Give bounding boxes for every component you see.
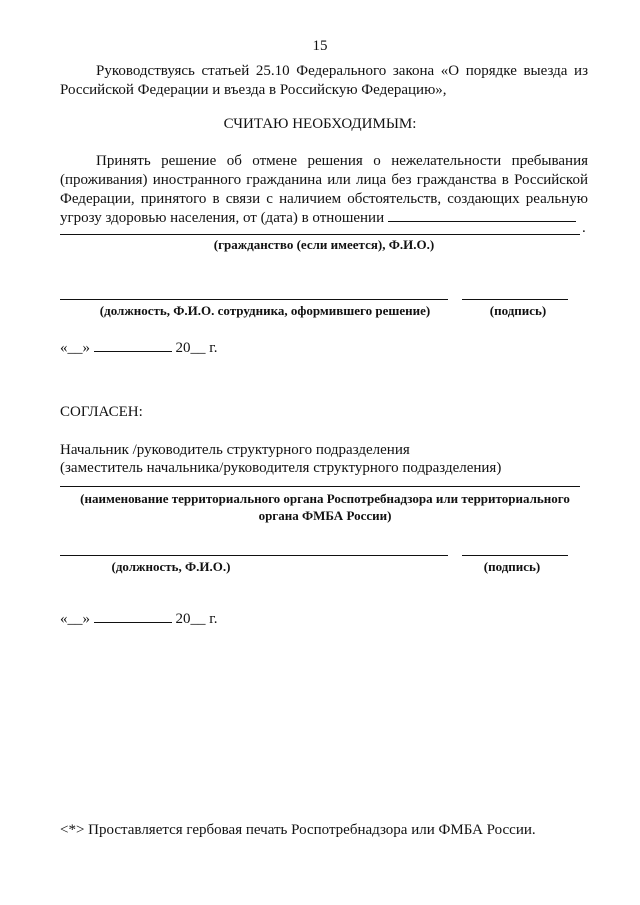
date-suffix-1: г. [209, 340, 218, 356]
territorial-body-line[interactable] [60, 486, 580, 487]
date-day-1[interactable]: «__» [60, 340, 90, 356]
head-title-line-1: Начальник /руководитель структурного подразделения [60, 442, 410, 458]
decision-paragraph [60, 152, 588, 228]
decision-end-mark: . [582, 220, 586, 236]
citizenship-caption: (гражданство (если имеется), Ф.И.О.) [213, 237, 435, 252]
date-suffix-2: г. [209, 611, 218, 627]
date-month-1[interactable] [94, 338, 172, 352]
page-number: 15 [312, 38, 328, 54]
date-year-2[interactable]: 20__ [175, 611, 206, 627]
head-title-line-2: (заместитель начальника/руководителя структурного подразделения) [60, 460, 502, 476]
date-year-1[interactable]: 20__ [175, 340, 206, 356]
agreed-label: СОГЛАСЕН: [60, 404, 143, 420]
territorial-body-caption: (наименование территориального органа Роспотребнадзора или территориального органа ФМБА России) [80, 491, 570, 523]
section-heading: СЧИТАЮ НЕОБХОДИМЫМ: [223, 116, 417, 132]
officer-signature-line[interactable] [462, 299, 568, 300]
approver-position-line[interactable] [60, 555, 448, 556]
officer-position-caption: (должность, Ф.И.О. сотрудника, оформившего решение) [99, 303, 431, 318]
intro-paragraph: Руководствуясь статьей 25.10 Федерального закона «О порядке выезда из Российской Федерации и въезда в Российскую Федерацию», [60, 63, 588, 98]
approver-signature-line[interactable] [462, 555, 568, 556]
date-row-1 [60, 338, 217, 357]
citizenship-name-line[interactable] [60, 234, 580, 235]
footnote: <*> Проставляется гербовая печать Роспотребнадзора или ФМБА России. [60, 822, 536, 838]
decision-paragraph-text: Принять решение об отмене решения о нежелательности пребывания (проживания) иностранного гражданина или лица без гражданства в Российской Федерации, принятого в связи с наличием обстоятельств, создающих реальную угрозу здоровью населения, от (дата) в отношении [60, 153, 588, 226]
date-row-2 [60, 609, 217, 628]
officer-signature-caption: (подпись) [489, 303, 547, 318]
approver-position-caption: (должность, Ф.И.О.) [111, 559, 231, 574]
officer-position-line[interactable] [60, 299, 448, 300]
decision-subject-blank[interactable] [388, 209, 576, 222]
date-day-2[interactable]: «__» [60, 611, 90, 627]
approver-signature-caption: (подпись) [483, 559, 541, 574]
date-month-2[interactable] [94, 609, 172, 623]
